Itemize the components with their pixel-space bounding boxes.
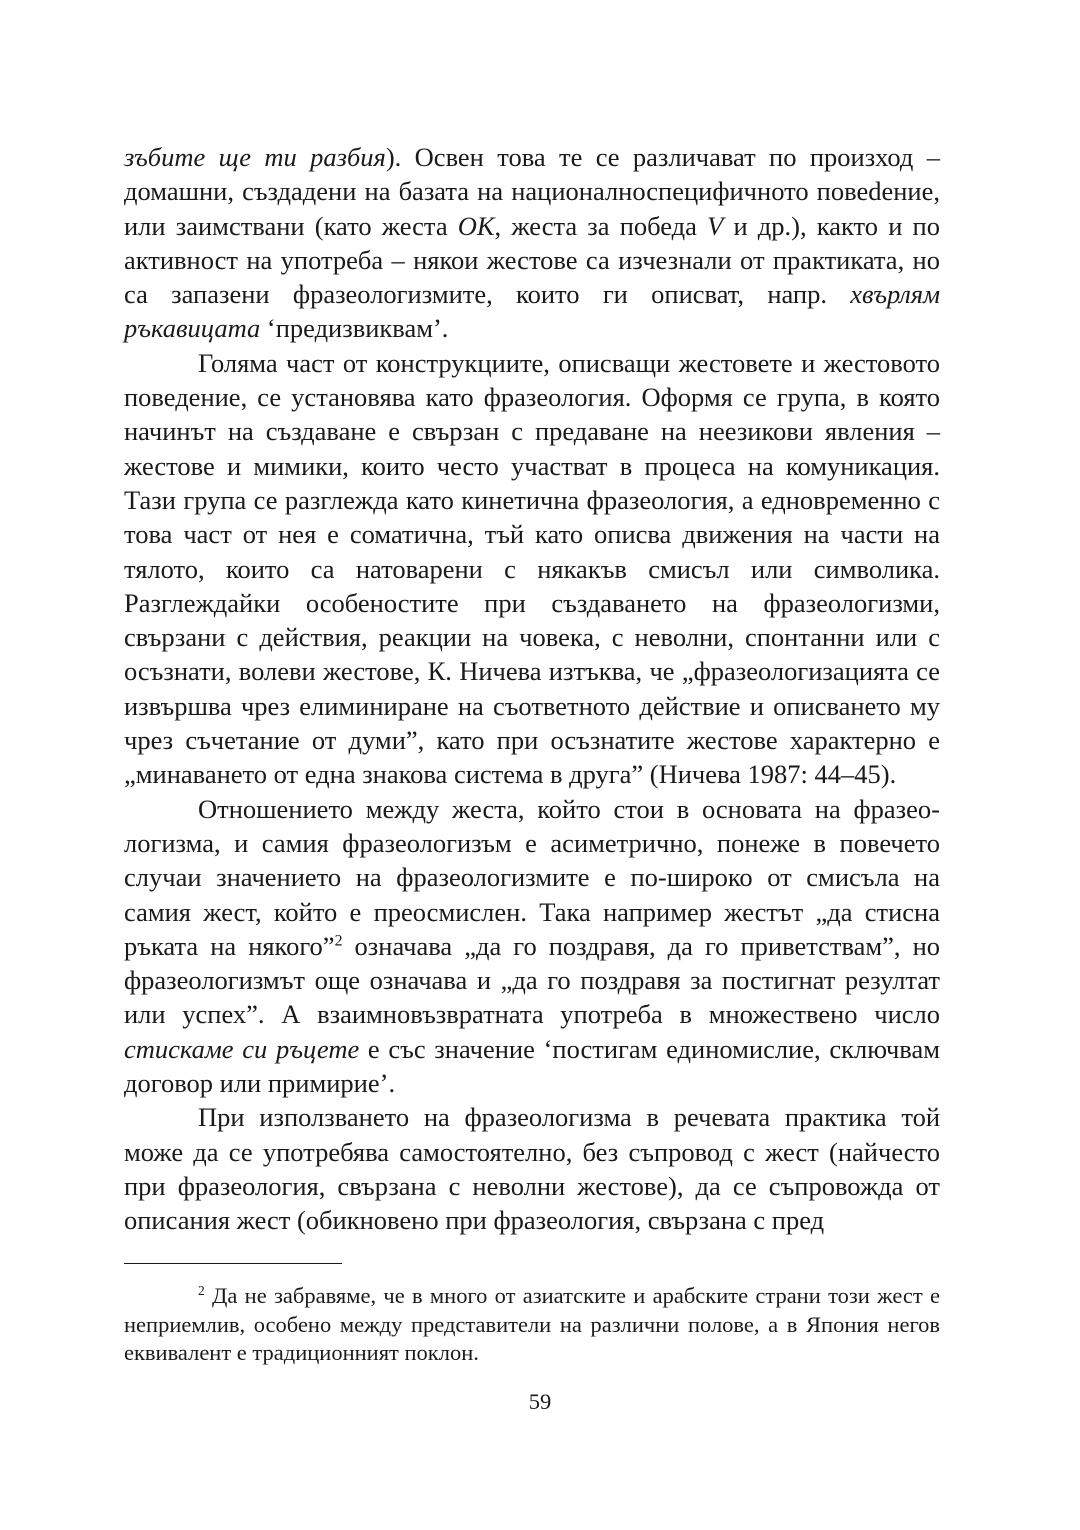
text-run: е със значение ‘постигам единомислие, сключвам договор или примирие’.: [124, 1033, 941, 1099]
italic-phrase: стискаме си ръцете: [124, 1033, 360, 1064]
italic-phrase: ОК: [457, 210, 495, 241]
italic-phrase: хвърлям ръкавицата: [124, 279, 940, 344]
text-run: При използването на фразеологизма в речевата практика той може да се употребява самостоятелно, без съпровод с жест (найчесто при фразеология, свързана с неволни жестове), да се съпровожда от описания жест (обикновено при фразеология, свързана с пред: [124, 1102, 940, 1236]
text-run: Голяма част от конструкциите, описващи жестовете и жестовото поведение, се установява като фразеология. Оформя се група, в която начинът на създаване е свързан с предаване на неезикови явления – жестове и мимики, които често участват в процеса на комуникация. Тази група се разглежда като кинетична фразеология, а едновременно с това част от нея е соматична, тъй като описва движения на части на тялото, които са натоварени с някакъв смисъл или символика. Разглеждайки особеностите при създаването на фразеологизми, свързани с действия, реакции на човека, с неволни, спонтанни или с осъзнати, волеви жестове, К. Ничева изтъква, че „фразеологизацията се извършва чрез елиминиране на съответното действие и описването му чрез съчетание от думи”, като при осъзнатите жестове характерно е „минаването от една знакова система в друга” (Ничева 1987: 44–45).: [124, 347, 940, 790]
text-run: и др.), както и по активност на употреба – някои жестове са изчезнали от практиката, но са запазени фразеологизмите, които ги описват, напр.: [124, 210, 940, 310]
page-number: 59: [528, 1389, 552, 1414]
paragraph-3: [124, 792, 940, 1101]
paragraph-2: [124, 346, 940, 792]
paragraph-4: [124, 1100, 940, 1237]
italic-phrase: V: [707, 210, 724, 241]
text-run: , жеста за победа: [494, 210, 708, 241]
footnote-text: Да не забравяме, че в много от азиатските и арабските страни този жест е неприемлив, особено между представители на различни полове, а в Япония негов еквивалент е традиционният поклон.: [124, 1283, 940, 1365]
text-run: означава „да го поздравя, да го приветствам”, но фразеологизмът още означава и „да го поздравя за постигнат резултат или успех”. А взаимновъзвратната употреба в множествено число: [124, 930, 940, 1030]
text-run: ). Освен това те се различават по произход – домашни, създадени на базата на националноспецифичното повеdение, или заимствани (като жеста: [124, 142, 940, 241]
text-run: Отношението между жеста, който стои в основата на фразеологизма, и самия фразеологизъм е асиметрично, понеже в повечето случаи значението на фразеологизмите е по-широко от смисъла на самия жест, който е преосмислен. Така например жестът „да стисна ръката на някого”: [124, 793, 940, 961]
italic-phrase: зъбите ще ти разбия: [124, 142, 386, 172]
page-body: [124, 140, 940, 1238]
footnote-divider: [124, 1263, 342, 1264]
text-run: ‘предизвиквам’.: [260, 313, 449, 344]
footnote: [124, 1282, 940, 1368]
paragraph-1: [124, 140, 940, 346]
footnote-reference: 2: [334, 932, 343, 950]
footnote-marker: 2: [198, 1282, 205, 1298]
main-text: [124, 140, 940, 1238]
